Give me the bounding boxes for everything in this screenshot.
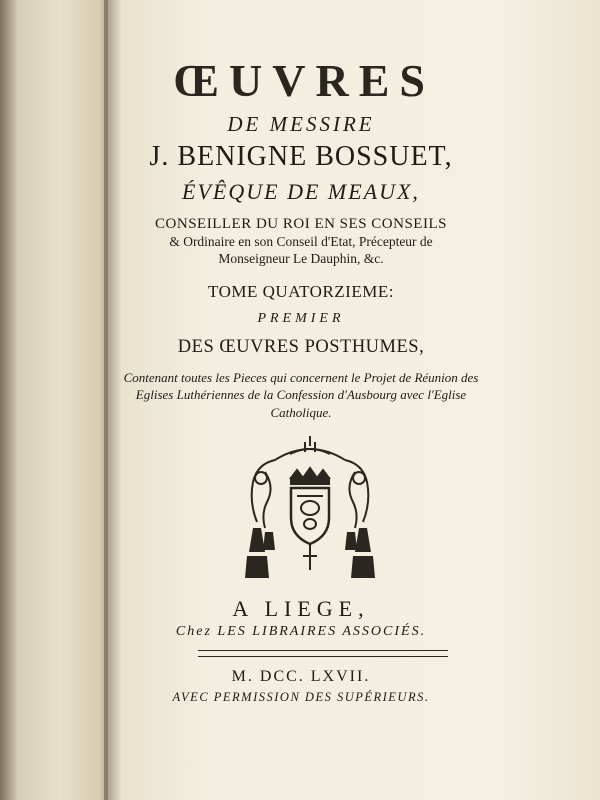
office-line-3: Monseigneur Le Dauphin, &c.: [218, 250, 384, 266]
book-title: ŒUVRES: [173, 55, 435, 106]
posthumous-works: DES ŒUVRES POSTHUMES,: [177, 337, 425, 357]
author-title: ÉVÊQUE DE MEAUX,: [182, 179, 420, 204]
author-name: J. BENIGNE BOSSUET,: [149, 141, 453, 172]
office-line-1: CONSEILLER DU ROI EN SES CONSEILS: [155, 216, 447, 232]
imprint-city: A LIEGE,: [232, 596, 370, 621]
office-line-2: & Ordinaire en son Conseil d'Etat, Précepteur de: [169, 234, 433, 249]
permission-line: AVEC PERMISSION DES SUPÉRIEURS.: [172, 690, 430, 704]
page-gutter: [104, 0, 122, 800]
title-text-block: [110, 55, 492, 421]
publication-date: M. DCC. LXVII.: [231, 668, 371, 685]
premier-label: PREMIER: [257, 311, 345, 326]
left-page: [0, 0, 109, 800]
contents-description: Contenant toutes les Pieces qui concernent le Projet de Réunion des Eglises Luthériennes de la Confession d'Ausbourg avec l'Eglise Catholique.: [123, 369, 479, 420]
imprint-publisher: Chez LES LIBRAIRES ASSOCIÉS.: [175, 624, 427, 639]
volume-number: TOME QUATORZIEME:: [208, 282, 394, 301]
double-rule-divider: [198, 650, 448, 657]
de-messire: DE MESSIRE: [227, 112, 375, 136]
episcopal-coat-of-arms-icon: [235, 432, 385, 582]
